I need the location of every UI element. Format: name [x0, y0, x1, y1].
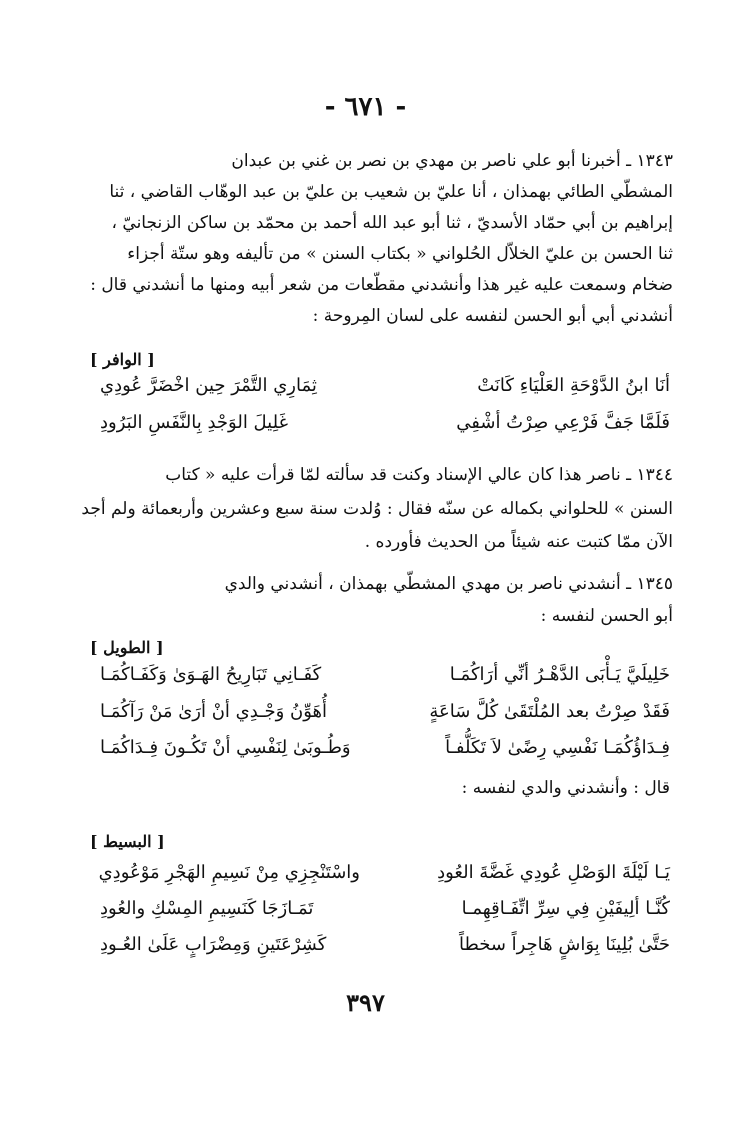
verse-second-hemistich: وَطُـوبَىٰ لِنَفْسِي أنْ تَكُـونَ فِـدَاكُمَـا — [100, 737, 351, 758]
paragraph-line: ثنا الحسن بن عليّ الخلاّل الحُلواني « بكتاب السنن » من تأليفه وهو ستّة أجزاء — [127, 244, 673, 264]
verse — [100, 375, 670, 409]
paragraph-line: الآن ممّا كتبت عنه شيئاً من الحديث فأورده . — [364, 532, 673, 552]
verse — [100, 664, 670, 698]
meter-label: [ الوافر ] — [90, 350, 155, 369]
page-number-header: - ٦٧١ - — [324, 92, 407, 122]
verse — [100, 898, 670, 932]
verse-second-hemistich: غَلِيلَ الوَجْدِ بِالنَّفَسِ البَرُودِ — [100, 412, 288, 433]
verse-first-hemistich: فِـدَاؤُكُمَـا نَفْسِي رِضًىٰ لاَ تَكَلُّفـاً — [445, 737, 670, 758]
verse-second-hemistich: ثِمَارِي التَّمْرَ حِين اخْضَرَّ عُودِي — [100, 375, 317, 396]
verse-second-hemistich: كَفَـانِي تَبَارِيحُ الهَـوَىٰ وَكَفَـاكُمَـا — [100, 664, 322, 685]
page-number-footer: ٣٩٧ — [346, 988, 385, 1017]
verse-first-hemistich: أنَا ابنُ الدَّوْحَةِ العَلْيَاءِ كَانَتْ — [477, 375, 670, 396]
verse-first-hemistich: كُنَّـا ألِيفَيْنِ فِي سِرِّ اتِّفَـاقِهِمـا — [461, 898, 670, 919]
verse-first-hemistich: حَتَّىٰ بُلِينَا بِوَاشٍ هَاجِراً سخطاً — [458, 934, 670, 955]
said-line: قال : وأنشدني والدي لنفسه : — [461, 778, 670, 798]
paragraph-line: ضخام وسمعت عليه غير هذا وأنشدني مقطّعات من شعر أبيه ومنها ما أنشدني قال : — [90, 275, 673, 295]
paragraph-line: أنشدني أبي أبو الحسن لنفسه على لسان المِروحة : — [312, 306, 673, 326]
paragraph-line: إبراهيم بن أبي حمّاد الأسديّ ، ثنا أبو عبد الله أحمد بن محمّد بن ساكن الزنجانيّ ، — [111, 213, 673, 233]
verse — [100, 412, 670, 446]
meter-label: [ الطويل ] — [90, 638, 164, 657]
verse-first-hemistich: يَـا لَيْلَةَ الوَصْلِ عُودِي غَضَّةَ العُودِ — [437, 862, 670, 883]
paragraph-line: أبو الحسن لنفسه : — [540, 606, 673, 626]
verse — [100, 737, 670, 771]
verse-first-hemistich: فَلَمَّا جَفَّ فَرْعِي صِرْتُ أشْفِي — [456, 412, 670, 433]
verse-first-hemistich: فَقَدْ صِرْتُ بعد المُلْتَقَىٰ كُلَّ سَاعَةٍ — [429, 701, 670, 722]
verse-second-hemistich: تَمَـازَجَا كَنَسِيمِ المِسْكِ والعُودِ — [100, 898, 314, 919]
paragraph-line: ١٣٤٤ ـ ناصر هذا كان عالي الإسناد وكنت قد سألته لمّا قرأت عليه « كتاب — [165, 465, 673, 485]
meter-label: [ البسيط ] — [90, 832, 165, 851]
verse-second-hemistich: أُهَوِّنُ وَجْـدِي أنْ أرَىٰ مَنْ رَآكُمَـا — [100, 701, 328, 722]
paragraph-line: السنن » للحلواني بكماله عن سنّه فقال : وُلدت سنة سبع وعشرين وأربعمائة ولم أجد — [81, 499, 673, 519]
verse — [100, 701, 670, 735]
paragraph-line: ١٣٤٥ ـ أنشدني ناصر بن مهدي المشطّي بهمذان ، أنشدني والدي — [224, 574, 673, 594]
paragraph-line: المشطّي الطائي بهمذان ، أنا عليّ بن شعيب بن عليّ بن عبد الوهّاب القاضي ، ثنا — [109, 182, 673, 202]
verse-second-hemistich: كَشِرْعَتَينِ وَمِضْرَابٍ عَلَىٰ العُـودِ — [100, 934, 327, 955]
verse-second-hemistich: واسْتَنْجِزِي مِنْ نَسِيمِ الهَجْرِ مَوْعُودِي — [98, 862, 360, 883]
verse — [100, 862, 670, 896]
paragraph-line: ١٣٤٣ ـ أخبرنا أبو علي ناصر بن مهدي بن نصر بن غني بن عبدان — [231, 151, 673, 171]
verse-first-hemistich: خَلِيلَيَّ يَـأْبَى الدَّهْـرُ أنِّي أرَاكُمَـا — [449, 664, 670, 685]
verse — [100, 934, 670, 968]
